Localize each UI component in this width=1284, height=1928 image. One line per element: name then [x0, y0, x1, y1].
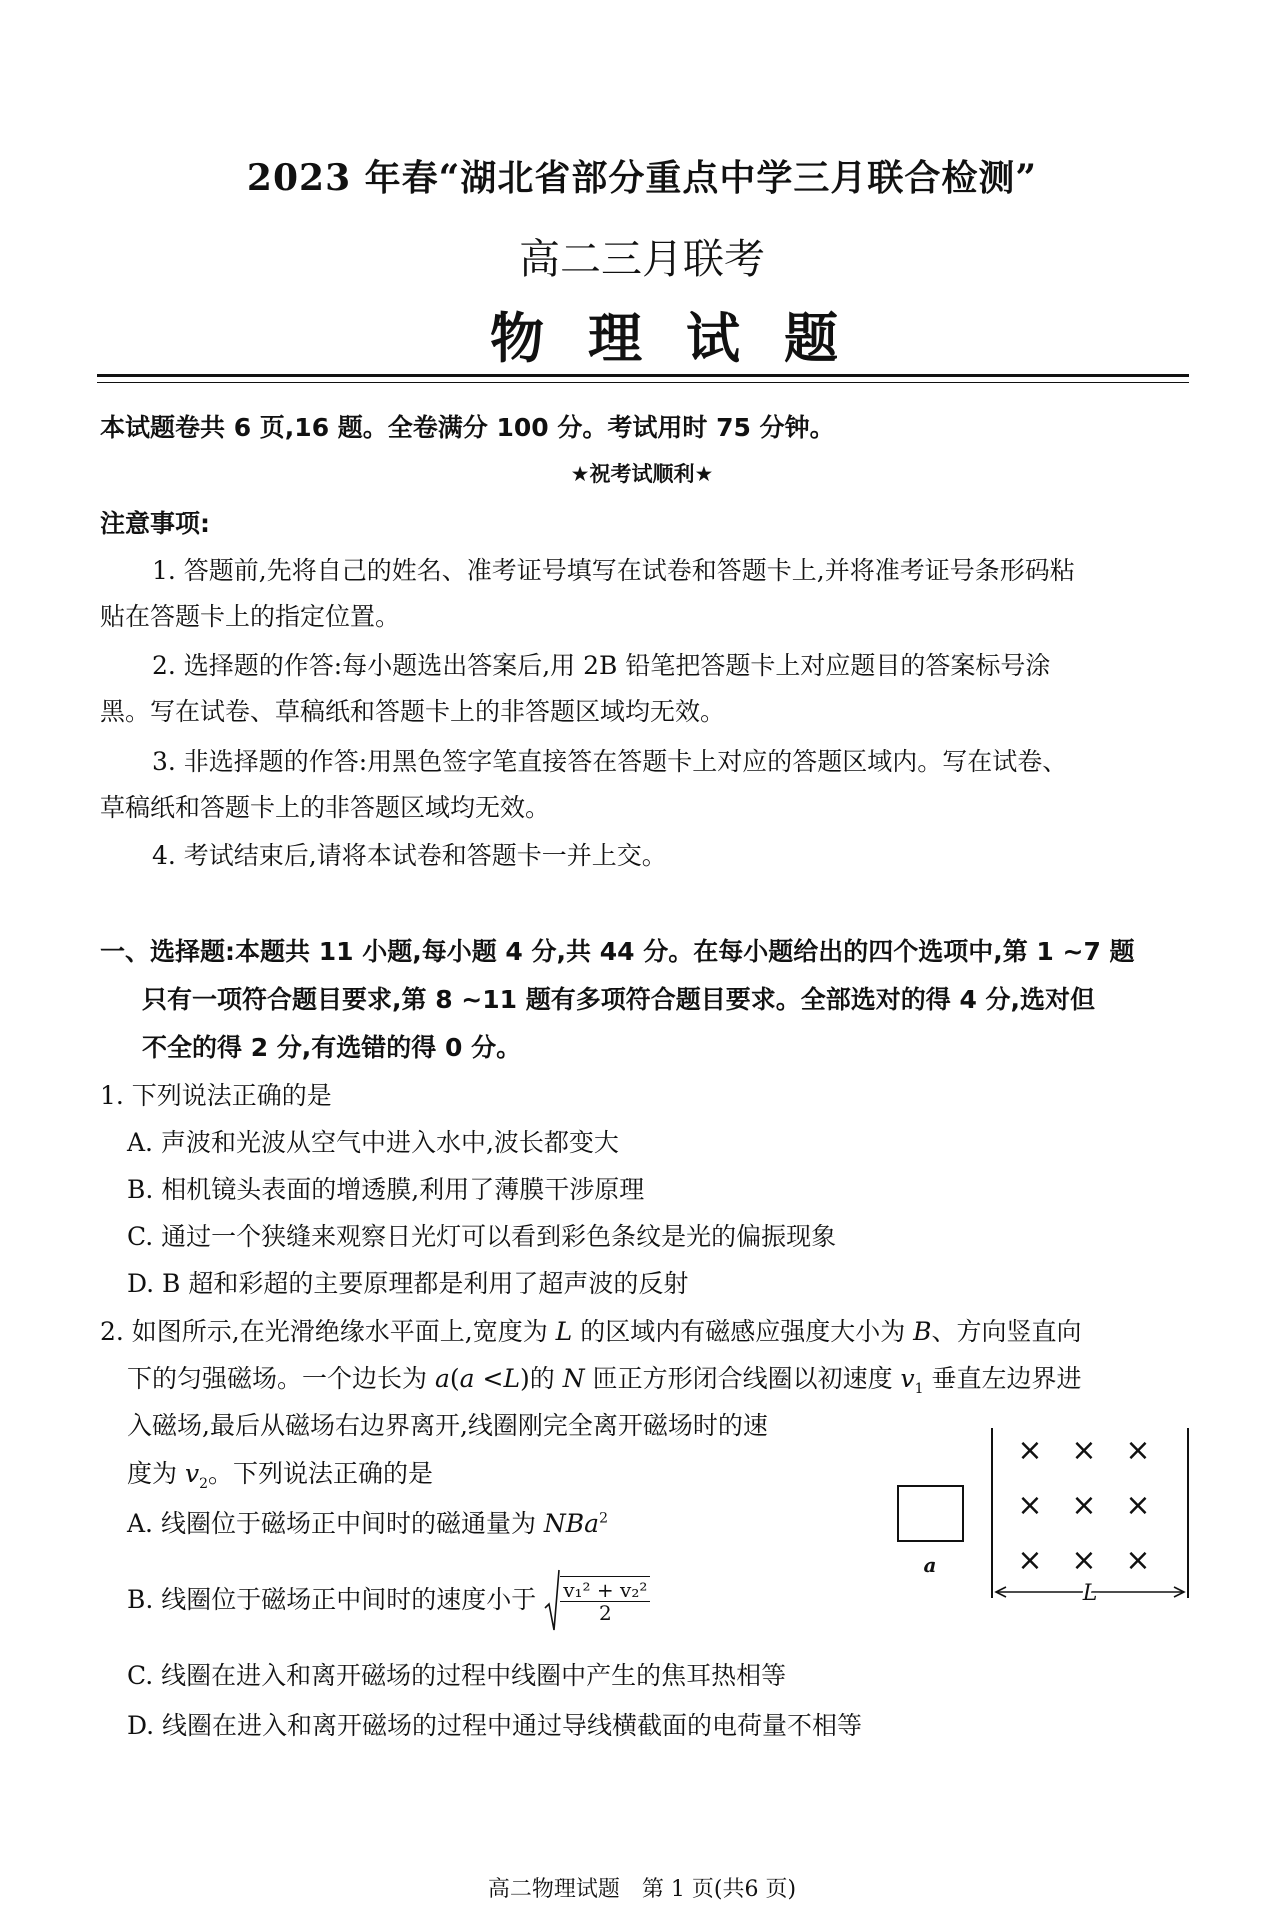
field-cross: ×: [1071, 1433, 1097, 1468]
exam-summary: 本试题卷共 6 页,16 题。全卷满分 100 分。考试用时 75 分钟。: [100, 413, 835, 442]
notice-3-line-1: 3. 非选择题的作答:用黑色签字笔直接答在答题卡上对应的答题区域内。写在试卷、: [152, 747, 1068, 776]
exam-title: 2023 年春“湖北省部分重点中学三月联合检测”: [246, 157, 1038, 199]
q1-stem: 1. 下列说法正确的是: [100, 1081, 332, 1110]
q2-option-b: B. 线圈位于磁场正中间时的速度小于 $\frac{\text{v₁² + v₂²}}{2}$: [127, 1568, 650, 1632]
notice-4-line-1: 4. 考试结束后,请将本试卷和答题卡一并上交。: [152, 841, 667, 870]
section1-line-1: 一、选择题:本题共 11 小题,每小题 4 分,共 44 分。在每小题给出的四个选项中,第 1 ~7 题: [100, 937, 1135, 966]
field-cross: ×: [1125, 1488, 1151, 1523]
q2-option-a: A. 线圈位于磁场正中间时的磁通量为 NBa$^2$: [127, 1509, 608, 1538]
notice-2-line-1: 2. 选择题的作答:每小题选出答案后,用 2B 铅笔把答题卡上对应题目的答案标号涂: [152, 651, 1051, 680]
notice-1-line-2: 贴在答题卡上的指定位置。: [100, 602, 401, 631]
sqrt-formula: [544, 1568, 650, 1632]
q1-option-a: A. 声波和光波从空气中进入水中,波长都变大: [127, 1128, 619, 1157]
good-luck-line: ★祝考试顺利★: [570, 462, 714, 486]
notice-3-line-2: 草稿纸和答题卡上的非答题区域均无效。: [100, 793, 551, 822]
field-cross: ×: [1125, 1543, 1151, 1578]
radical-sign: [544, 1568, 560, 1632]
q1-option-d: D. B 超和彩超的主要原理都是利用了超声波的反射: [127, 1269, 689, 1298]
q2-option-c: C. 线圈在进入和离开磁场的过程中线圈中产生的焦耳热相等: [127, 1661, 787, 1690]
field-cross: ×: [1017, 1433, 1043, 1468]
notice-1-line-1: 1. 答题前,先将自己的姓名、准考证号填写在试卷和答题卡上,并将准考证号条形码粘: [152, 556, 1075, 585]
header-rule-thin: [97, 382, 1189, 383]
q1-option-b: B. 相机镜头表面的增透膜,利用了薄膜干涉原理: [127, 1175, 645, 1204]
field-cross: ×: [1125, 1433, 1151, 1468]
fraction-numerator: v₁² + v₂²: [560, 1579, 650, 1602]
section1-line-3: 不全的得 2 分,有选错的得 0 分。: [142, 1033, 522, 1062]
field-width-label: L: [1082, 1581, 1098, 1606]
q2-stem-line-2: 下的匀强磁场。一个边长为 a(a <L)的 N 匝正方形闭合线圈以初速度 $v_1$ 垂直左边界进: [127, 1364, 1082, 1397]
q2-option-d: D. 线圈在进入和离开磁场的过程中通过导线横截面的电荷量不相等: [127, 1711, 863, 1740]
section1-line-2: 只有一项符合题目要求,第 8 ~11 题有多项符合题目要求。全部选对的得 4 分,选对但: [142, 985, 1096, 1014]
subject-title: 物理试题: [490, 306, 882, 370]
magnetic-field-figure: [890, 1420, 1195, 1610]
field-cross: ×: [1017, 1488, 1043, 1523]
q2-stem-line-3: 入磁场,最后从磁场右边界离开,线圈刚完全离开磁场时的速: [127, 1411, 768, 1440]
q1-option-c: C. 通过一个狭缝来观察日光灯可以看到彩色条纹是光的偏振现象: [127, 1222, 837, 1251]
coil-side-label: a: [923, 1553, 937, 1577]
q2-stem-line-4: 度为 $v_2$。下列说法正确的是: [127, 1459, 434, 1492]
q2-stem-line-1: 2. 如图所示,在光滑绝缘水平面上,宽度为 L 的区域内有磁感应强度大小为 B、方向竖直向: [100, 1317, 1082, 1346]
page-footer: 高二物理试题 第 1 页(共6 页): [487, 1877, 797, 1902]
field-cross: ×: [1071, 1488, 1097, 1523]
notice-2-line-2: 黑。写在试卷、草稿纸和答题卡上的非答题区域均无效。: [100, 697, 726, 726]
exam-subtitle: 高二三月联考: [519, 235, 765, 283]
square-coil: [898, 1486, 963, 1541]
header-rule-thick: [97, 374, 1189, 377]
field-cross: ×: [1017, 1543, 1043, 1578]
field-cross: ×: [1071, 1543, 1097, 1578]
notice-heading: 注意事项:: [100, 509, 210, 538]
fraction: [560, 1576, 650, 1624]
fraction-denominator: 2: [598, 1601, 612, 1625]
